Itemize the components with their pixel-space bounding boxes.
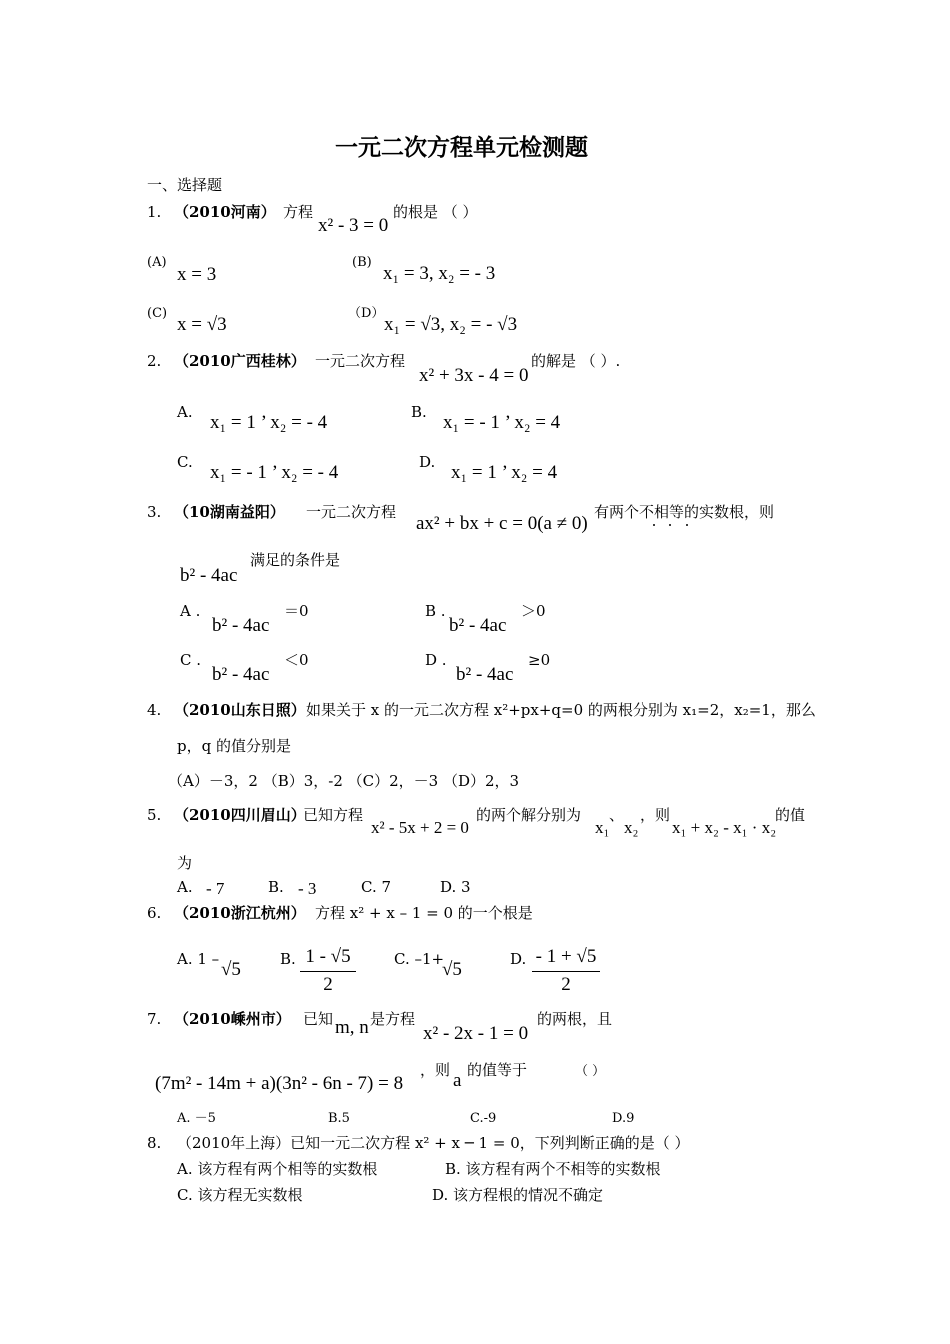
question-text: 方程 bbox=[283, 203, 314, 221]
option-b-relation: ＞0 bbox=[521, 602, 546, 620]
question-text: 为 bbox=[177, 854, 193, 872]
variable: x₁ bbox=[595, 818, 610, 837]
option-d: x₁ = 1 ’ x₂ = 4 bbox=[451, 462, 558, 483]
emphasis-dot bbox=[686, 524, 688, 526]
option-c: x₁ = - 1 ’ x₂ = - 4 bbox=[210, 462, 339, 483]
option-a: b² - 4ac bbox=[212, 615, 270, 636]
option-b-fraction bbox=[300, 946, 356, 996]
page-title: 一元二次方程单元检测题 bbox=[335, 135, 588, 161]
option-c-label: C. bbox=[177, 453, 193, 471]
option-d: D. 该方程根的情况不确定 bbox=[432, 1186, 604, 1204]
option-a-label: A. bbox=[177, 878, 193, 896]
option-d: D. 3 bbox=[440, 878, 471, 896]
option-a: √5 bbox=[221, 959, 241, 980]
variables: m, n bbox=[335, 1017, 369, 1038]
option-b-label: B. bbox=[268, 878, 284, 896]
option-b: x₁ = 3, x₂ = - 3 bbox=[383, 263, 496, 284]
option-a-label: A. bbox=[177, 403, 193, 421]
option-a: A. －5 bbox=[177, 1111, 216, 1126]
question-text: 有两个不相等的实数根，则 bbox=[594, 503, 775, 521]
question-source: （2010河南） bbox=[174, 203, 276, 221]
option-d: D.9 bbox=[612, 1111, 635, 1126]
numerator: 1 - √5 bbox=[305, 946, 351, 967]
option-a-relation: ＝0 bbox=[284, 602, 309, 620]
option-d-label: （D） bbox=[348, 306, 385, 321]
denominator: 2 bbox=[323, 974, 333, 995]
question-text: （2010年上海）已知一元二次方程 x² + x ─ 1 = 0，下列判断正确的是（ ） bbox=[177, 1134, 690, 1152]
question-source: （10湖南益阳） bbox=[174, 503, 285, 521]
option-a-label: (A) bbox=[147, 255, 167, 270]
equation: x² - 2x - 1 = 0 bbox=[423, 1023, 529, 1044]
numerator: - 1 + √5 bbox=[535, 946, 597, 967]
option-d: b² - 4ac bbox=[456, 664, 514, 685]
question-text: 的值 bbox=[775, 806, 806, 824]
answer-blank: （ ） bbox=[575, 1064, 606, 1079]
option-c: √5 bbox=[442, 959, 462, 980]
question-source: （2010广西桂林） bbox=[174, 352, 306, 370]
separator: 、 bbox=[609, 806, 625, 824]
option-c-relation: ＜0 bbox=[284, 651, 309, 669]
option-d-fraction bbox=[532, 946, 600, 996]
question-source: （2010嵊州市） bbox=[174, 1010, 291, 1028]
fraction-bar bbox=[532, 971, 600, 972]
option-c: b² - 4ac bbox=[212, 664, 270, 685]
question-text: ，则 bbox=[640, 806, 671, 824]
option-d-label: D. bbox=[419, 453, 436, 471]
option-b: b² - 4ac bbox=[449, 615, 507, 636]
option-a: - 7 bbox=[206, 879, 225, 898]
question-number: 8. bbox=[147, 1134, 162, 1152]
option-b: x₁ = - 1 ’ x₂ = 4 bbox=[443, 412, 561, 433]
question-text: 满足的条件是 bbox=[250, 551, 341, 569]
variable: a bbox=[453, 1070, 462, 1091]
options: （A）－3，2 （B）3，-2 （C）2，－3 （D）2，3 bbox=[168, 772, 520, 790]
equation: x² - 3 = 0 bbox=[318, 215, 389, 236]
emphasis-dot bbox=[653, 524, 655, 526]
question-text: 的解是 （ ）. bbox=[531, 352, 621, 370]
option-d-label: D . bbox=[425, 651, 447, 669]
section-heading: 一、选择题 bbox=[147, 176, 223, 194]
question-number: 5. bbox=[147, 806, 162, 824]
option-a: x₁ = 1 ’ x₂ = - 4 bbox=[210, 412, 328, 433]
option-a-label: A . bbox=[180, 602, 201, 620]
question-text: 已知 bbox=[303, 1010, 334, 1028]
option-c-label: (C) bbox=[147, 306, 168, 321]
variable: x₂ bbox=[624, 818, 639, 837]
option-c: C. 7 bbox=[361, 878, 392, 896]
option-b-label: B. bbox=[280, 950, 296, 968]
question-text: 一元二次方程 bbox=[306, 503, 397, 521]
option-d-relation: ≥0 bbox=[528, 651, 551, 669]
question-number: 4. bbox=[147, 701, 162, 719]
option-a-label: A. 1 – bbox=[177, 950, 220, 968]
question-text: ，则 bbox=[420, 1061, 451, 1079]
question-text: 的根是 （ ） bbox=[393, 203, 478, 221]
question-text: 已知方程 bbox=[303, 806, 364, 824]
question-text: 的两个解分别为 bbox=[476, 806, 582, 824]
option-c: C. 该方程无实数根 bbox=[177, 1186, 303, 1204]
equation: ax² + bx + c = 0(a ≠ 0) bbox=[416, 513, 588, 534]
question-number: 3. bbox=[147, 503, 162, 521]
expression: x₁ + x₂ - x₁ · x₂ bbox=[672, 818, 777, 837]
option-b-label: B . bbox=[425, 602, 446, 620]
option-c-label: C. –1+ bbox=[394, 950, 445, 968]
question-text: 如果关于 x 的一元二次方程 x²+px+q=0 的两根分别为 x₁=2，x₂=1，那么 bbox=[306, 701, 816, 719]
option-b-label: (B) bbox=[352, 255, 372, 270]
question-text: 一元二次方程 bbox=[315, 352, 406, 370]
question-text: 的两根，且 bbox=[537, 1010, 613, 1028]
equation: x² + 3x - 4 = 0 bbox=[419, 365, 529, 386]
question-source: （2010浙江杭州） bbox=[174, 904, 306, 922]
expression: b² - 4ac bbox=[180, 565, 238, 586]
option-c: C.-9 bbox=[470, 1111, 497, 1126]
option-a: A. 该方程有两个相等的实数根 bbox=[177, 1160, 378, 1178]
expression: (7m² - 14m + a)(3n² - 6n - 7) = 8 bbox=[155, 1073, 404, 1094]
option-b: B.5 bbox=[328, 1111, 350, 1126]
option-b: B. 该方程有两个不相等的实数根 bbox=[445, 1160, 661, 1178]
question-text: p，q 的值分别是 bbox=[177, 737, 291, 755]
question-number: 2. bbox=[147, 352, 162, 370]
question-text: 是方程 bbox=[370, 1010, 416, 1028]
question-text: 方程 x² + x – 1 = 0 的一个根是 bbox=[315, 904, 533, 922]
question-number: 6. bbox=[147, 904, 162, 922]
option-c: x = √3 bbox=[177, 314, 227, 335]
equation: x² - 5x + 2 = 0 bbox=[371, 818, 469, 837]
fraction-bar bbox=[300, 971, 356, 972]
question-text: 的值等于 bbox=[467, 1061, 528, 1079]
option-b: - 3 bbox=[298, 879, 317, 898]
option-d: x₁ = √3, x₂ = - √3 bbox=[384, 314, 518, 335]
emphasis-dot bbox=[669, 524, 671, 526]
question-source: （2010山东日照） bbox=[174, 701, 306, 719]
question-number: 1. bbox=[147, 203, 162, 221]
denominator: 2 bbox=[561, 974, 571, 995]
option-d-label: D. bbox=[510, 950, 527, 968]
option-c-label: C . bbox=[180, 651, 202, 669]
option-b-label: B. bbox=[411, 403, 427, 421]
question-source: （2010四川眉山） bbox=[174, 806, 306, 824]
option-a: x = 3 bbox=[177, 264, 217, 285]
question-number: 7. bbox=[147, 1010, 162, 1028]
